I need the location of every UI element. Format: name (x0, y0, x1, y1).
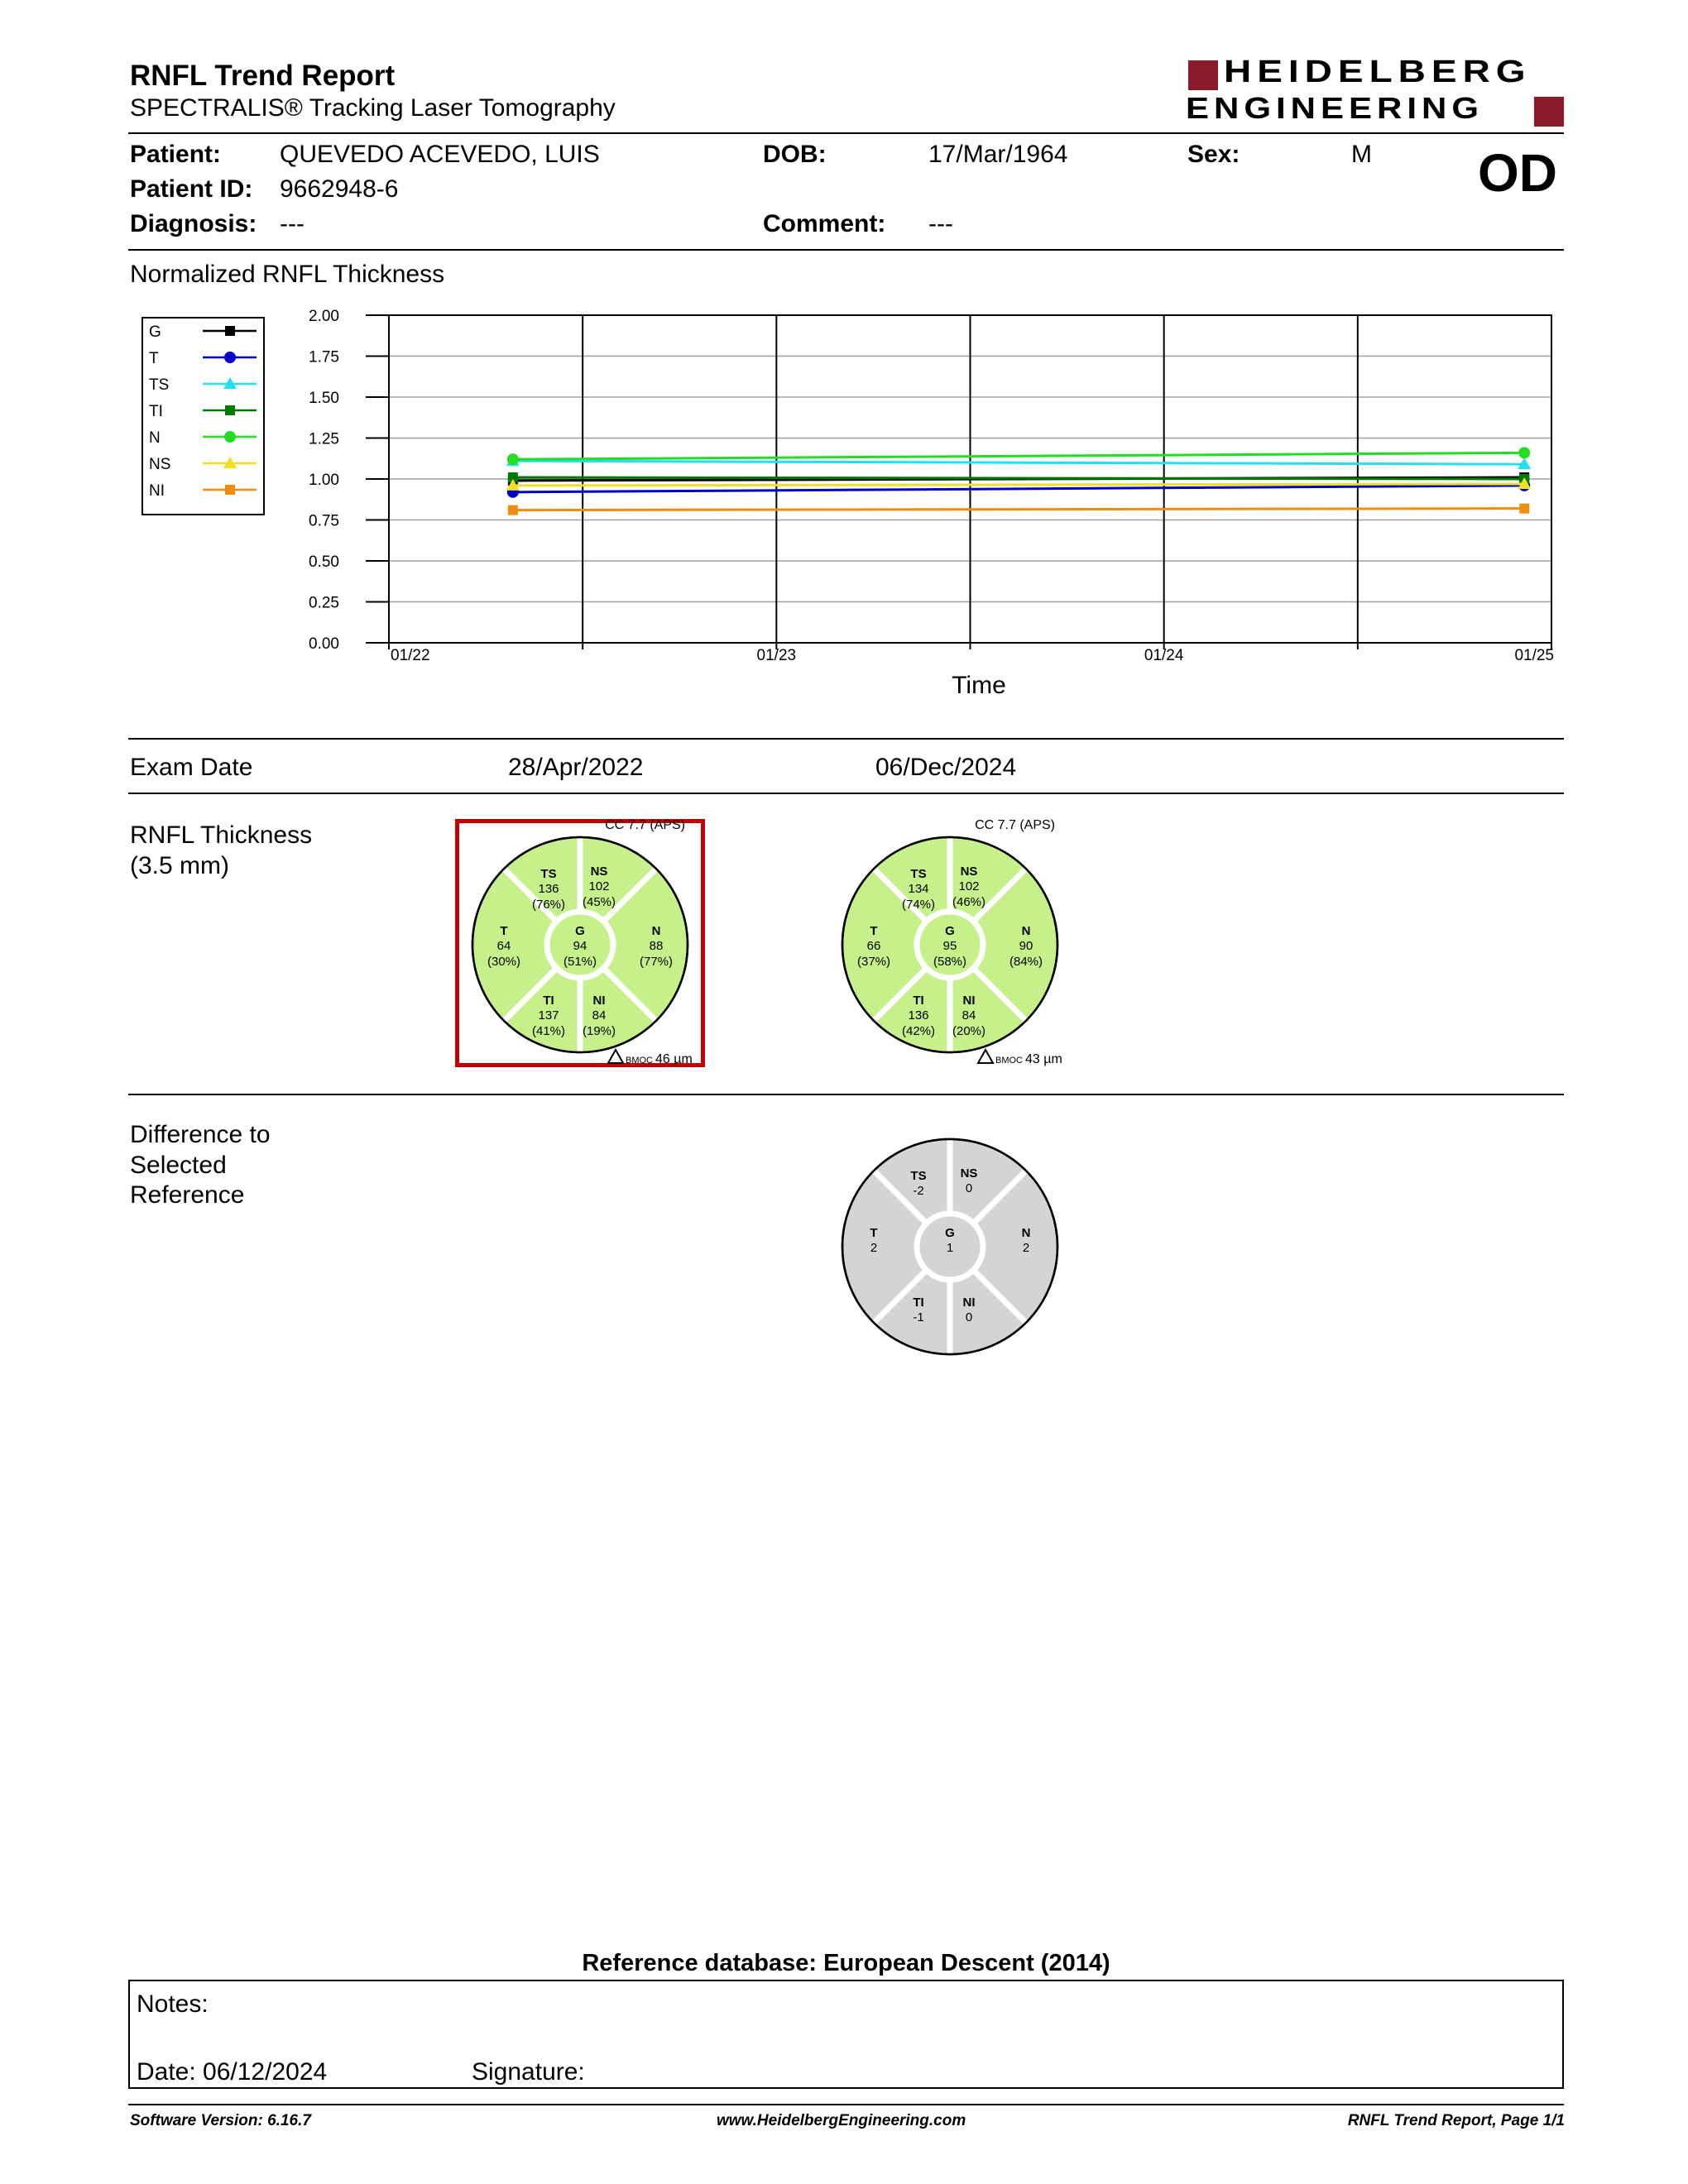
sector-name: T (500, 924, 508, 938)
legend-marker-ni (225, 485, 235, 495)
sector-percent: (45%) (582, 895, 616, 909)
sector-value: 84 (592, 1008, 607, 1023)
sector-value: 102 (588, 879, 610, 893)
bmoc-prefix: BMOC (626, 1056, 653, 1066)
sector-value: 84 (961, 1008, 976, 1023)
legend-label-ts: TS (149, 376, 170, 394)
dob-value: 17/Mar/1964 (928, 141, 1068, 168)
sector-value: 137 (538, 1008, 559, 1023)
series-ti (508, 472, 1529, 484)
legend-marker-t (224, 352, 236, 363)
exam-date-label: Exam Date (130, 754, 253, 781)
sector-percent: (84%) (1009, 955, 1043, 969)
sector-value: -1 (913, 1310, 924, 1324)
legend-marker-n (224, 431, 236, 443)
data-point-ni (1519, 504, 1529, 514)
sector-percent: (51%) (563, 955, 597, 969)
sector-value: 1 (946, 1241, 954, 1255)
rnfl-circle-exam-1 (455, 819, 712, 1075)
sector-name: N (1021, 1226, 1031, 1240)
sex-label: Sex: (1187, 141, 1240, 168)
x-axis-label: Time (952, 672, 1006, 699)
rnfl-label-1: RNFL Thickness (130, 821, 313, 849)
series-line-ts (513, 461, 1524, 464)
sector-name: T (870, 1226, 878, 1240)
sector-name: TS (540, 867, 557, 881)
chart-section-title: Normalized RNFL Thickness (130, 261, 445, 288)
divider (128, 1094, 1564, 1095)
sector-name: TI (913, 1296, 924, 1310)
cc-label: CC 7.7 (APS) (605, 819, 685, 832)
sector-value: 64 (496, 939, 511, 953)
series-line-n (513, 453, 1524, 459)
sector-name: T (870, 924, 878, 938)
patient-id-value: 9662948-6 (280, 175, 399, 203)
sector-value: 95 (942, 939, 957, 953)
sector-value: 88 (649, 939, 664, 953)
series-line-ns (513, 484, 1524, 486)
series-t (507, 480, 1530, 498)
sector-value: 0 (965, 1181, 973, 1195)
sector-value: 90 (1019, 939, 1033, 953)
x-tick-label: 01/22 (391, 647, 430, 664)
difference-label-1: Difference to (130, 1121, 271, 1148)
sector-percent: (42%) (901, 1024, 936, 1038)
reference-database: Reference database: European Descent (2014) (582, 1950, 1110, 1976)
sector-value: -2 (913, 1184, 924, 1198)
difference-label-3: Reference (130, 1181, 245, 1209)
sector-percent: (41%) (531, 1024, 566, 1038)
sector-n (1022, 1226, 1031, 1255)
sector-percent: (19%) (582, 1024, 616, 1038)
x-tick-label: 01/23 (756, 647, 797, 664)
y-tick-label: 0.00 (309, 635, 339, 653)
cc-label: CC 7.7 (APS) (975, 819, 1055, 832)
report-subtitle: SPECTRALIS® Tracking Laser Tomography (130, 94, 616, 122)
divider (128, 793, 1564, 794)
eye-od: OD (1478, 143, 1557, 203)
sector-name: TS (910, 1169, 927, 1183)
sector-value: 2 (1022, 1241, 1030, 1255)
data-point-ni (508, 505, 518, 515)
notes-date: Date: 06/12/2024 (137, 2058, 328, 2086)
legend-marker-g (225, 326, 235, 336)
data-point-n (507, 453, 519, 465)
y-tick-label: 1.75 (309, 348, 339, 366)
sector-name: N (1021, 924, 1031, 938)
data-point-n (1518, 447, 1530, 458)
sector-value: 94 (573, 939, 587, 953)
legend-label-ni: NI (149, 482, 165, 500)
sector-percent: (74%) (901, 898, 936, 912)
sector-name: NS (590, 864, 608, 879)
x-tick-label: 01/24 (1144, 647, 1184, 664)
comment-value: --- (928, 210, 953, 237)
sector-name: N (651, 924, 661, 938)
sector-percent: (77%) (639, 955, 674, 969)
bmoc-triangle-icon (608, 1050, 623, 1063)
legend-label-g: G (149, 323, 161, 341)
logo-line1: HEIDELBERG (1224, 53, 1532, 89)
sector-name: TS (910, 867, 927, 881)
sector-t (870, 1226, 877, 1255)
sector-percent: (76%) (531, 898, 566, 912)
sector-value: 134 (908, 882, 929, 896)
notes-label: Notes: (137, 1990, 209, 2018)
sector-value: 136 (908, 1008, 929, 1023)
sector-value: 0 (965, 1310, 973, 1324)
legend-label-ti: TI (149, 403, 163, 420)
bmoc-triangle-icon (978, 1050, 993, 1063)
y-tick-label: 0.50 (309, 553, 339, 571)
series-line-ni (513, 509, 1524, 510)
sector-value: 66 (866, 939, 881, 953)
difference-circle (825, 1113, 1081, 1369)
sector-name: NS (960, 864, 978, 879)
sector-percent: (58%) (933, 955, 967, 969)
exam-date-1: 28/Apr/2022 (508, 754, 644, 781)
sector-percent: (37%) (856, 955, 891, 969)
sector-name: NI (962, 1296, 976, 1310)
comment-label: Comment: (763, 210, 886, 237)
sector-name: G (575, 924, 585, 938)
y-tick-label: 1.00 (309, 472, 339, 489)
difference-label-2: Selected (130, 1152, 227, 1179)
series-line-ti (513, 477, 1524, 479)
sector-value: 102 (958, 879, 980, 893)
y-tick-label: 0.75 (309, 512, 339, 530)
sector-value: 2 (870, 1241, 878, 1255)
sector-name: TI (543, 994, 554, 1008)
x-tick-label: 01/25 (1514, 647, 1554, 664)
sex-value: M (1351, 141, 1372, 168)
legend-label-t: T (149, 350, 159, 367)
report-title: RNFL Trend Report (130, 60, 396, 92)
sector-name: NI (592, 994, 606, 1008)
legend-label-ns: NS (149, 456, 171, 473)
sector-name: G (945, 924, 955, 938)
patient-id-label: Patient ID: (130, 175, 253, 203)
sector-name: NI (962, 994, 976, 1008)
series-ni (508, 504, 1529, 515)
sector-value: 136 (538, 882, 559, 896)
y-tick-label: 1.50 (309, 390, 339, 407)
website: www.HeidelbergEngineering.com (717, 2112, 966, 2129)
patient-label: Patient: (130, 141, 222, 168)
signature-label: Signature: (472, 2058, 585, 2086)
bmoc-prefix: BMOC (995, 1056, 1023, 1066)
bmoc-value: 46 µm (655, 1052, 693, 1066)
notes-box (128, 1980, 1564, 2089)
sector-percent: (46%) (952, 895, 986, 909)
sector-ti (913, 1296, 923, 1324)
exam-date-2: 06/Dec/2024 (875, 754, 1017, 781)
rnfl-trend-chart (0, 0, 1688, 728)
diagnosis-label: Diagnosis: (130, 210, 257, 237)
page-number: RNFL Trend Report, Page 1/1 (1347, 2112, 1565, 2129)
bmoc-value: 43 µm (1025, 1052, 1062, 1066)
legend-label-n: N (149, 429, 161, 447)
diagnosis-value: --- (280, 210, 305, 237)
rnfl-circle-exam-2 (825, 819, 1081, 1075)
y-tick-label: 0.25 (309, 594, 339, 612)
sector-name: TI (913, 994, 924, 1008)
logo-line2: ENGINEERING (1186, 91, 1484, 125)
sector-g (945, 1226, 955, 1255)
dob-label: DOB: (763, 141, 827, 168)
divider (128, 2104, 1564, 2105)
divider (128, 738, 1564, 740)
sector-percent: (20%) (952, 1024, 986, 1038)
sector-percent: (30%) (487, 955, 521, 969)
software-version: Software Version: 6.16.7 (130, 2112, 311, 2129)
sector-name: G (945, 1226, 955, 1240)
sector-name: NS (960, 1166, 978, 1181)
rnfl-label-2: (3.5 mm) (130, 852, 229, 879)
y-tick-label: 2.00 (309, 308, 339, 325)
y-tick-label: 1.25 (309, 430, 339, 448)
patient-name: QUEVEDO ACEVEDO, LUIS (280, 141, 600, 168)
legend-marker-ti (225, 405, 235, 415)
